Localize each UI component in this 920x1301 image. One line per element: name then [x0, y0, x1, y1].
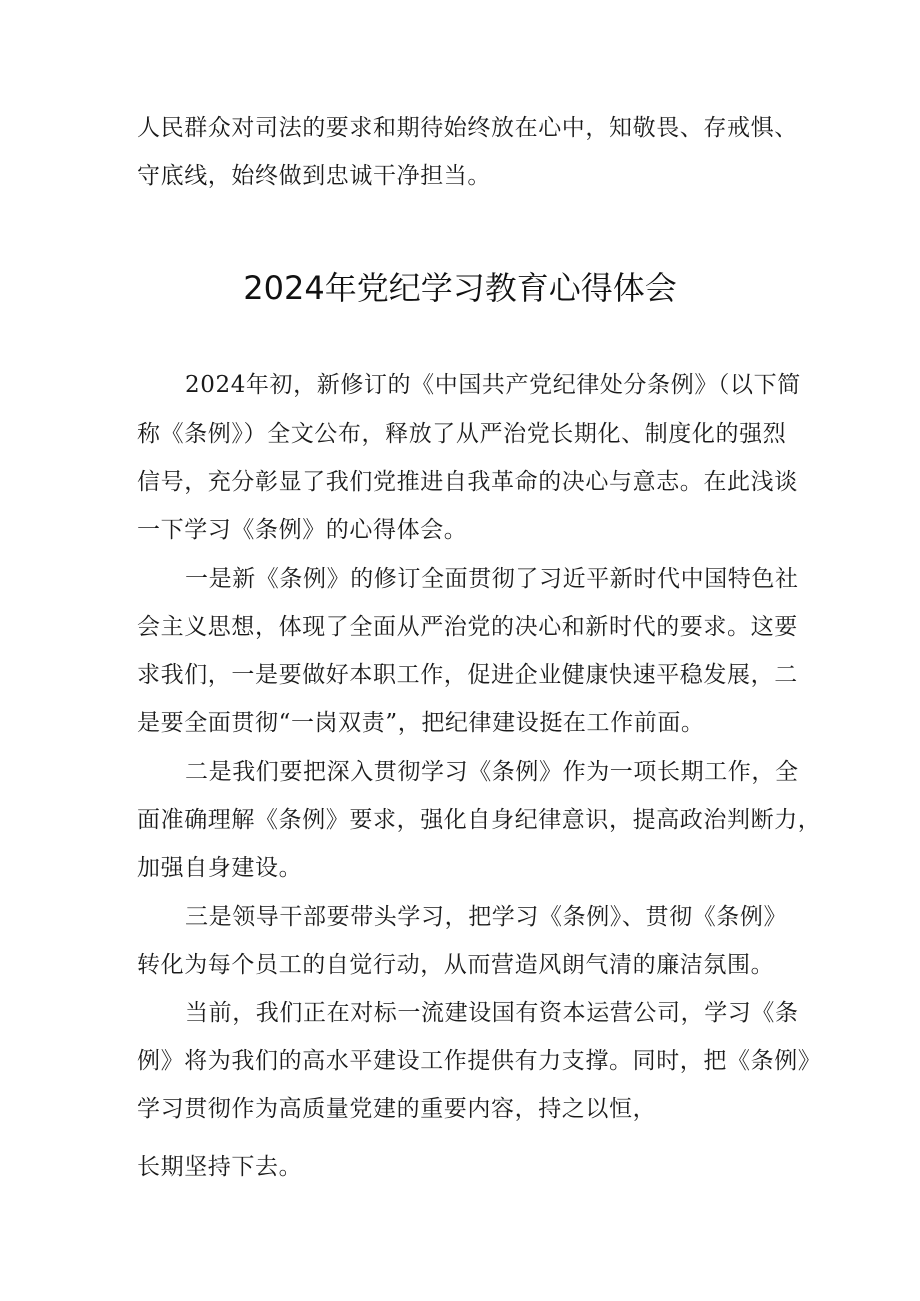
paragraph-line: 三是领导干部要带头学习，把学习《条例》、贯彻《条例》 — [185, 904, 788, 930]
paragraph-line: 二是我们要把深入贯彻学习《条例》作为一项长期工作，全 — [185, 759, 799, 785]
paragraph-line: 2024年初，新修订的《中国共产党纪律处分条例》（以下简 — [185, 372, 801, 398]
paragraph-line: 长期坚持下去。 — [137, 1154, 303, 1180]
previous-section-line: 守底线，始终做到忠诚干净担当。 — [137, 163, 491, 189]
paragraph-line: 加强自身建设。 — [137, 855, 303, 881]
paragraph-line: 是要全面贯彻“一岗双责”，把纪律建设挺在工作前面。 — [137, 710, 705, 736]
previous-section-line: 人民群众对司法的要求和期待始终放在心中，知敬畏、存戒惧、 — [137, 115, 798, 141]
paragraph-line: 一下学习《条例》的心得体会。 — [137, 517, 468, 543]
paragraph-line: 求我们，一是要做好本职工作，促进企业健康快速平稳发展，二 — [137, 662, 798, 688]
paragraph-line: 当前，我们正在对标一流建设国有资本运营公司，学习《条 — [185, 1000, 799, 1026]
paragraph-line: 面准确理解《条例》要求，强化自身纪律意识，提高政治判断力， — [137, 807, 822, 833]
paragraph-line: 例》将为我们的高水平建设工作提供有力支撑。同时，把《条例》 — [137, 1048, 822, 1074]
paragraph-line: 转化为每个员工的自觉行动，从而营造风朗气清的廉洁氛围。 — [137, 952, 775, 978]
paragraph-line: 称《条例》）全文公布，释放了从严治党长期化、制度化的强烈 — [137, 421, 787, 447]
paragraph-line: 学习贯彻作为高质量党建的重要内容，持之以恒， — [137, 1096, 657, 1122]
paragraph-line: 信号，充分彰显了我们党推进自我革命的决心与意志。在此浅谈 — [137, 469, 798, 495]
document-title: 2024年党纪学习教育心得体会 — [243, 269, 677, 307]
paragraph-line: 一是新《条例》的修订全面贯彻了习近平新时代中国特色社 — [185, 566, 799, 592]
paragraph-line: 会主义思想，体现了全面从严治党的决心和新时代的要求。这要 — [137, 614, 798, 640]
